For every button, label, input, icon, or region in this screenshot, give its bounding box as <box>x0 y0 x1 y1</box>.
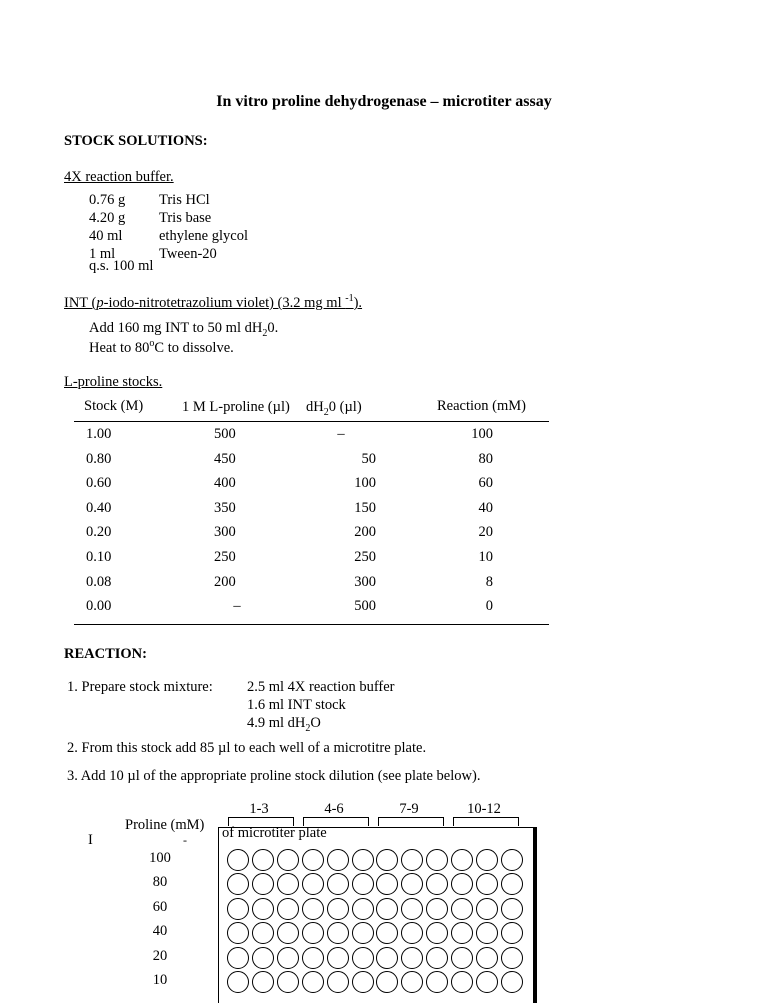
stock-solutions-heading: STOCK SOLUTIONS: <box>64 133 208 149</box>
table-cell: 450 <box>214 450 236 467</box>
column-group-bracket <box>453 817 519 826</box>
plate-well <box>401 971 423 993</box>
plate-row-label: 100 <box>149 850 171 866</box>
column-group-label: 10-12 <box>467 801 501 817</box>
column-group-label: 1-3 <box>249 801 269 817</box>
plate-well <box>476 971 498 993</box>
col-header-reaction: Reaction (mM) <box>437 398 526 414</box>
table-cell: 200 <box>214 573 236 590</box>
ingredient-amount: 40 ml <box>89 228 123 244</box>
plate-well <box>277 873 299 895</box>
plate-well <box>302 971 324 993</box>
plate-well <box>501 922 523 944</box>
table-cell: 0.08 <box>86 573 112 590</box>
plate-well <box>451 898 473 920</box>
plate-well <box>476 922 498 944</box>
row-label-heading: Proline (mM) <box>125 817 205 833</box>
plate-well <box>401 849 423 871</box>
table-cell: 350 <box>214 499 236 516</box>
plate-well <box>327 971 349 993</box>
col-header-stock: Stock (M) <box>84 398 144 414</box>
plate-row-label: 60 <box>152 898 168 915</box>
ingredient-amount: 4.20 g <box>89 210 126 226</box>
int-instruction-1: Add 160 mg INT to 50 ml $dH_20$. <box>89 320 279 339</box>
int-instruction-2: Heat to 80$^o$C to dissolve. <box>89 338 234 356</box>
overlap-letter: I <box>88 832 93 848</box>
plate-well <box>476 898 498 920</box>
col-header-water: $dH_20$ (µl) <box>306 399 362 418</box>
ingredient-amount: 1 ml <box>89 246 116 262</box>
table-cell: 60 <box>478 475 493 492</box>
plate-well <box>277 922 299 944</box>
proline-heading: L-proline stocks. <box>64 374 163 390</box>
table-cell: 150 <box>354 499 376 516</box>
plate-well <box>277 947 299 969</box>
table-cell: 0.00 <box>86 598 112 615</box>
plate-well <box>426 971 448 993</box>
table-cell: 10 <box>478 549 493 565</box>
table-cell: 250 <box>214 549 236 565</box>
int-heading: INT (p-iodo-nitrotetrazolium violet) (3.2 mg ml $^{-1}$). <box>64 293 363 311</box>
plate-well <box>401 898 423 920</box>
table-cell: 300 <box>354 573 376 590</box>
plate-well <box>401 922 423 944</box>
step-1-line-2: 1.6 ml INT stock <box>247 697 346 713</box>
plate-well <box>302 849 324 871</box>
plate-well <box>352 873 374 895</box>
overlap-dash: - <box>183 833 187 847</box>
plate-well <box>501 849 523 871</box>
buffer-qs: q.s. 100 ml <box>89 258 154 274</box>
table-cell: 500 <box>214 426 236 442</box>
table-cell: 0.10 <box>86 549 112 565</box>
plate-well <box>501 971 523 993</box>
plate-well <box>476 849 498 871</box>
plate-well <box>451 873 473 895</box>
ingredient-name: Tween-20 <box>159 246 217 262</box>
buffer-heading: 4X reaction buffer. <box>64 169 174 185</box>
plate-well <box>401 947 423 969</box>
plate-well <box>227 922 249 944</box>
plate-well <box>302 873 324 895</box>
plate-row-label: 20 <box>152 947 168 964</box>
plate-well <box>227 971 249 993</box>
reaction-heading: REACTION: <box>64 646 147 662</box>
column-group-label: 4-6 <box>324 801 344 817</box>
table-bottom-rule <box>74 624 549 625</box>
table-cell: 300 <box>214 524 236 541</box>
plate-well <box>302 947 324 969</box>
plate-well <box>426 947 448 969</box>
table-cell: 0.20 <box>86 524 112 541</box>
ingredient-name: ethylene glycol <box>159 228 248 244</box>
column-group-bracket <box>378 817 444 826</box>
plate-row-label: 40 <box>152 923 168 940</box>
page-title: In vitro proline dehydrogenase – microtiter assay <box>216 93 552 110</box>
plate-well <box>501 898 523 920</box>
plate-well <box>227 898 249 920</box>
table-cell: 400 <box>214 475 236 492</box>
table-cell: 50 <box>361 450 376 467</box>
plate-row-label: 10 <box>152 972 168 988</box>
plate-well <box>227 849 249 871</box>
table-cell: 0.40 <box>86 499 112 516</box>
plate-well <box>302 898 324 920</box>
plate-well <box>227 873 249 895</box>
ingredient-name: Tris HCl <box>159 192 210 208</box>
ingredient-amount: 0.76 g <box>89 192 126 208</box>
plate-well <box>252 971 274 993</box>
table-cell: 40 <box>478 499 493 516</box>
plate-well <box>352 849 374 871</box>
plate-well <box>252 947 274 969</box>
plate-well <box>451 922 473 944</box>
table-top-rule <box>74 421 549 422</box>
plate-well <box>376 873 398 895</box>
plate-well <box>501 873 523 895</box>
table-cell: 0 <box>485 598 493 615</box>
column-group-label: 7-9 <box>399 801 419 817</box>
plate-well <box>476 947 498 969</box>
plate-well <box>327 898 349 920</box>
plate-well <box>426 922 448 944</box>
plate-well <box>376 849 398 871</box>
plate-well <box>227 947 249 969</box>
table-cell: 250 <box>354 549 376 565</box>
table-cell: 100 <box>354 475 376 492</box>
table-cell: 200 <box>354 524 376 541</box>
plate-well <box>451 947 473 969</box>
plate-well <box>352 947 374 969</box>
step-3: 3. Add 10 µl of the appropriate proline stock dilution (see plate below). <box>67 768 481 784</box>
plate-well <box>501 947 523 969</box>
table-cell: 0.80 <box>86 450 112 467</box>
table-cell: 500 <box>354 598 376 615</box>
plate-well <box>327 947 349 969</box>
plate-well <box>252 849 274 871</box>
plate-well <box>252 898 274 920</box>
plate-well <box>426 849 448 871</box>
table-cell: – <box>233 598 241 615</box>
table-cell: – <box>337 426 345 442</box>
plate-well <box>302 922 324 944</box>
table-cell: 20 <box>478 524 493 541</box>
plate-well <box>451 971 473 993</box>
plate-well <box>426 898 448 920</box>
plate-well <box>476 873 498 895</box>
plate-well <box>252 873 274 895</box>
overlap-caption: of microtiter plate <box>222 825 327 841</box>
table-cell: 0.60 <box>86 475 112 492</box>
col-header-proline: 1 M L-proline (µl) <box>182 399 290 415</box>
plate-well <box>451 849 473 871</box>
step-1-line-1: 2.5 ml 4X reaction buffer <box>247 679 395 695</box>
plate-well <box>426 873 448 895</box>
microtiter-plate <box>218 827 534 1003</box>
plate-well <box>352 922 374 944</box>
plate-well <box>401 873 423 895</box>
plate-well <box>352 898 374 920</box>
plate-well <box>252 922 274 944</box>
plate-well <box>376 947 398 969</box>
table-cell: 1.00 <box>86 426 112 442</box>
step-1-label: 1. Prepare stock mixture: <box>67 679 213 695</box>
plate-well <box>327 849 349 871</box>
plate-well <box>277 971 299 993</box>
plate-well <box>376 971 398 993</box>
step-1-line-3: 4.9 ml $dH_2O$ <box>247 715 321 734</box>
ingredient-name: Tris base <box>159 210 212 226</box>
table-cell: 100 <box>471 426 493 442</box>
plate-row-label: 80 <box>152 874 168 891</box>
plate-well <box>277 849 299 871</box>
plate-well <box>376 922 398 944</box>
step-2: 2. From this stock add 85 µl to each well of a microtitre plate. <box>67 740 427 756</box>
plate-well <box>352 971 374 993</box>
table-cell: 8 <box>485 573 493 590</box>
plate-well <box>327 922 349 944</box>
plate-well <box>327 873 349 895</box>
plate-well <box>376 898 398 920</box>
table-cell: 80 <box>478 450 493 467</box>
plate-well <box>277 898 299 920</box>
